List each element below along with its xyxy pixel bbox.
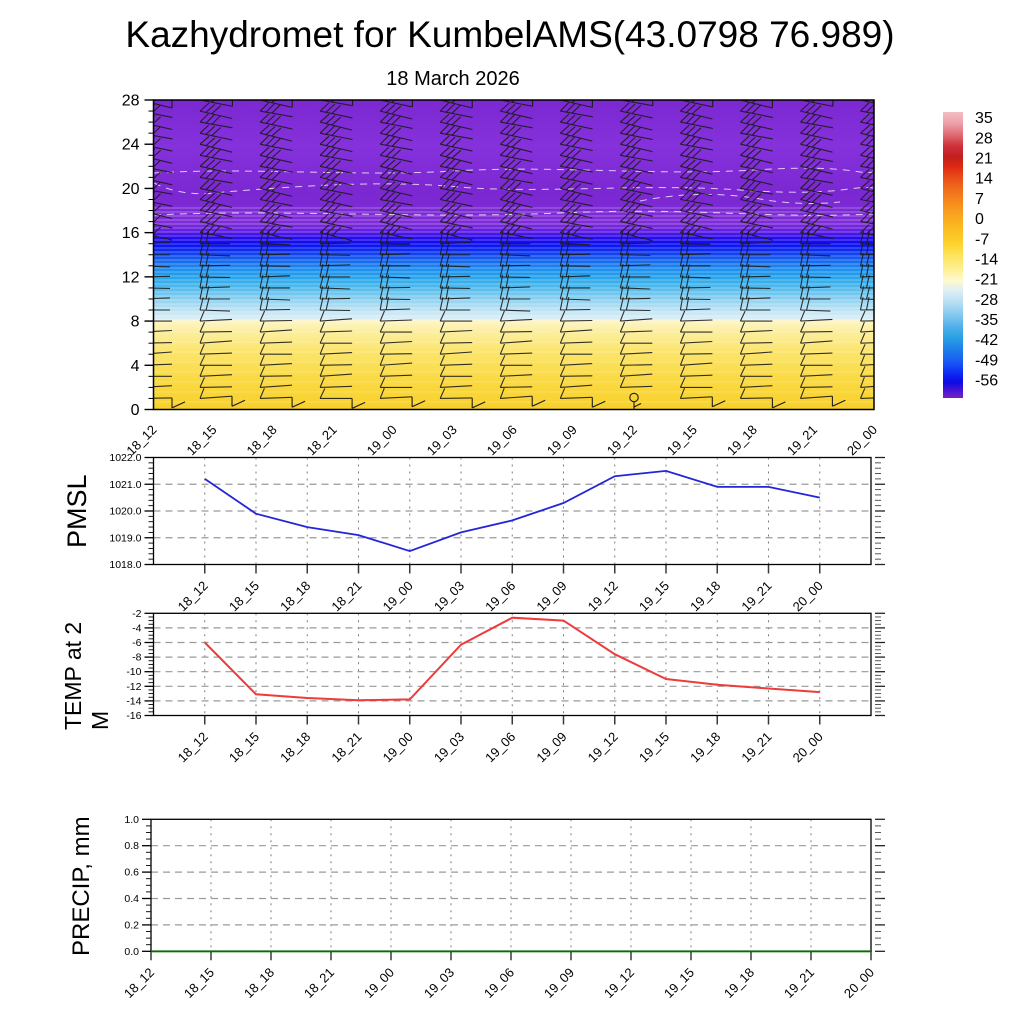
wind-barb-staff [620,243,650,244]
wind-barb-feather [140,203,149,211]
wind-barb-staff [500,332,532,333]
colorbar [943,112,963,398]
y-tick-label: 8 [130,313,140,331]
wind-barb-feather [140,264,143,277]
time-axis-label: 18_18 [277,729,314,766]
wind-barb-staff [861,254,891,255]
time-axis-label: 18_15 [225,578,263,615]
wind-barb-staff [440,398,472,399]
wind-barb-staff [140,288,170,289]
wind-barb-feather [146,242,149,255]
time-axis-label: 19_18 [720,964,758,1001]
time-axis-label: 19_12 [603,422,640,459]
wind-barb-staff [380,299,410,300]
wind-barb-staff [680,354,712,355]
time-axis-label: 20_00 [840,964,878,1001]
time-axis-label: 19_21 [783,422,821,459]
time-axis-label: 19_18 [723,422,761,459]
wind-barb-tick [893,401,906,407]
wind-barb-staff [740,398,772,399]
wind-barb-feather [140,147,149,155]
colorbar-tick-label: 7 [975,190,984,208]
time-axis-label: 19_18 [687,578,724,615]
time-axis-label: 19_00 [363,422,400,459]
wind-barb-staff [260,266,290,267]
time-axis-label: 19_03 [430,729,468,766]
wind-barb-staff [440,343,472,344]
wind-barb-staff [200,265,230,266]
wind-barb-feather [140,180,149,189]
time-axis-label: 18_21 [328,578,365,615]
colorbar-tick-label: -49 [975,352,999,370]
wind-barb-feather [260,92,269,100]
wind-barb-feather [560,92,569,100]
time-axis-label: 18_21 [328,729,365,766]
wind-barb-staff [861,376,893,377]
wind-barb-feather [140,253,143,266]
wind-barb-staff [200,387,232,388]
time-axis-label: 18_15 [180,964,218,1001]
wind-barb-feather [140,191,149,199]
wind-barb-feather [146,286,148,299]
wind-barb-feather [140,355,144,365]
wind-barb-staff [560,310,590,311]
wind-barb-staff [140,343,172,344]
colorbar-tick-label: 28 [975,130,993,148]
time-axis-label: 19_00 [379,729,416,766]
y-tick-label: 1018.0 [109,559,142,571]
y-tick-label: 0 [130,402,140,419]
colorbar-tick-label: -35 [975,312,999,329]
y-tick-label: 1021.0 [109,478,142,491]
wind-barb-feather [140,103,149,111]
wind-barb-feather [146,264,149,277]
wind-barb-staff [560,321,592,322]
wind-barb-feather [320,92,329,101]
wind-barb-feather [200,92,209,100]
wind-barb-feather [680,92,689,100]
wind-barb-staff [500,387,532,388]
wind-barb-feather [140,242,143,255]
wind-barb-feather [140,213,149,221]
time-axis-label: 19_09 [540,964,578,1001]
y-tick-label: -2 [132,607,142,620]
wind-barb-staff [440,288,470,289]
wind-barb-feather [140,114,149,122]
time-axis-label: 19_06 [482,729,519,766]
pmsl-axis-title: PMSL [62,474,92,548]
y-tick-label: -14 [126,695,142,708]
wind-barb-feather [380,92,389,100]
time-axis-label: 18_12 [174,578,211,615]
wind-barb-staff [560,254,590,255]
wind-barb-feather [140,388,145,398]
y-tick-label: -6 [132,637,142,649]
wind-barb-staff [200,277,230,278]
wind-barb-feather [140,158,149,166]
wind-barb-feather [140,333,145,343]
wind-barb-feather [140,275,143,288]
colorbar-tick-label: 21 [975,150,993,168]
wind-barb-staff [380,287,410,288]
wind-barb-staff [200,332,232,333]
time-axis-label: 19_12 [584,729,621,766]
wind-barb-staff [500,265,530,266]
time-axis-label: 19_06 [482,578,519,615]
date-subtitle: 18 March 2026 [386,68,520,90]
time-axis-label: 19_03 [430,578,468,615]
wind-barb-staff [620,298,650,299]
wind-barb-staff [260,321,292,322]
time-axis-label: 19_00 [360,964,398,1001]
time-axis-label: 19_12 [584,578,621,615]
wind-barb-feather [140,366,145,376]
colorbar-tick-label: -14 [975,251,999,269]
wind-barb-feather [140,297,143,310]
colorbar-tick-label: -42 [975,332,999,350]
temp-data-line [205,618,820,701]
wind-barb-feather [140,286,142,299]
y-tick-label: 4 [130,357,140,375]
wind-barb-staff [861,321,893,322]
time-axis-label: 19_21 [738,729,775,766]
colorbar-tick-label: -21 [975,271,999,289]
wind-barb-feather [440,92,449,100]
time-axis-label: 19_15 [663,422,700,459]
wind-barb-feather [740,92,749,100]
time-axis-label: 18_15 [225,729,263,766]
time-axis-label: 19_09 [533,729,570,766]
time-axis-label: 19_12 [600,964,638,1001]
panel-frame [154,458,872,565]
wind-barb-feather [140,225,149,233]
y-tick-label: 1019.0 [109,532,142,545]
y-tick-label: 24 [121,136,140,154]
wind-barb-feather [146,297,149,310]
y-tick-label: 16 [121,225,140,243]
time-axis-label: 19_21 [738,578,775,615]
time-axis-label: 19_00 [379,578,416,615]
y-tick-label: 0.2 [124,919,139,932]
wind-barb-staff [740,288,770,289]
wind-barb-feather [146,253,149,266]
wind-barb-staff [801,387,833,388]
wind-barb-staff [320,310,350,311]
colorbar-tick-label: 14 [975,170,993,188]
y-tick-label: -12 [126,680,142,693]
y-tick-label: 0.6 [124,866,139,879]
wind-barb-staff [320,298,350,299]
wind-barb-feather [140,231,142,244]
wind-barb-staff [680,287,710,288]
wind-barb-staff [140,398,172,399]
time-axis-label: 19_15 [635,729,673,766]
wind-barb-staff [380,244,410,245]
wind-barb-staff [801,332,833,333]
y-tick-label: -16 [126,710,142,722]
colorbar-tick-label: -7 [975,231,990,249]
y-tick-label: 0.8 [124,840,139,853]
y-tick-label: -8 [132,651,142,664]
time-axis-label: 19_09 [533,578,570,615]
wind-barb-staff [620,365,652,366]
wind-barb-staff [801,277,831,278]
time-axis-label: 20_00 [789,578,826,615]
colorbar-tick-label: 0 [975,211,984,229]
time-axis-label: 18_18 [243,422,280,459]
y-tick-label: 1020.0 [109,505,142,518]
page-title: Kazhydromet for KumbelAMS(43.0798 76.989) [125,14,895,55]
time-axis-label: 18_18 [240,964,278,1001]
wind-barb-staff [861,266,891,267]
time-axis-label: 19_18 [687,729,724,766]
y-tick-label: 0.4 [124,893,139,905]
wind-barb-feather [140,136,149,144]
time-axis-label: 18_18 [277,578,314,615]
wind-barb-staff [680,244,710,245]
wind-barb-staff [260,254,290,255]
wind-barb-staff [801,265,831,266]
wind-barb-staff [620,255,650,256]
time-axis-label: 19_15 [660,964,698,1001]
wind-barb-feather [140,344,144,354]
wind-barb-staff [260,376,292,377]
colorbar-tick-label: -56 [975,372,999,390]
y-tick-label: 0.0 [124,945,139,958]
time-axis-label: 18_12 [120,964,158,1001]
wind-barb-staff [740,343,772,344]
wind-barb-staff [260,310,290,311]
wind-barb-staff [320,255,350,256]
colorbar-tick-label: 35 [975,110,993,128]
time-axis-label: 19_03 [420,964,458,1001]
temp-axis-title: TEMP at 2 M [60,621,113,730]
time-axis-label: 19_06 [483,422,520,459]
wind-barb-feather [140,125,149,134]
time-axis-label: 18_12 [174,729,211,766]
wind-barb-feather [801,92,810,100]
wind-barb-feather [140,322,144,332]
time-axis-label: 18_15 [183,422,220,459]
wind-barb-feather [140,92,149,100]
pmsl-data-line [205,471,820,551]
colorbar-tick-label: -28 [975,291,999,309]
time-axis-label: 18_21 [303,422,340,459]
wind-barb-feather [140,377,144,387]
wind-barb-staff [861,310,891,311]
wind-barb-staff [380,354,412,355]
time-axis-label: 19_06 [480,964,518,1001]
wind-barb-staff [320,365,352,366]
wind-barb-staff [500,277,530,278]
wind-barb-feather [620,92,629,101]
wind-barb-staff [560,376,592,377]
wind-barb-staff [440,276,470,277]
time-axis-label: 20_00 [789,729,826,766]
wind-barb-feather [500,92,509,100]
y-tick-label: -4 [132,622,142,635]
time-axis-label: 18_12 [123,422,160,459]
wind-barb-feather [140,169,149,177]
y-tick-label: 20 [121,180,140,198]
y-tick-label: 1022.0 [109,452,142,464]
time-axis-label: 19_21 [780,964,818,1001]
y-tick-label: 12 [121,269,140,287]
time-axis-label: 20_00 [843,422,881,459]
wind-barb-feather [140,311,145,321]
wind-barb-staff [560,266,590,267]
y-tick-label: -10 [126,666,142,679]
wind-barb-feather [861,92,870,100]
wind-barb-staff [620,310,650,311]
time-axis-label: 19_09 [543,422,580,459]
wind-barb-staff [740,276,770,277]
wind-barb-staff [680,299,710,300]
time-axis-label: 19_03 [423,422,460,459]
time-axis-label: 19_15 [635,578,673,615]
y-tick-label: 1.0 [124,813,139,826]
y-tick-label: 28 [121,92,140,110]
time-axis-label: 18_21 [300,964,338,1001]
wind-barb-staff [320,243,350,244]
precip-axis-title: PRECIP, mm [68,816,95,956]
